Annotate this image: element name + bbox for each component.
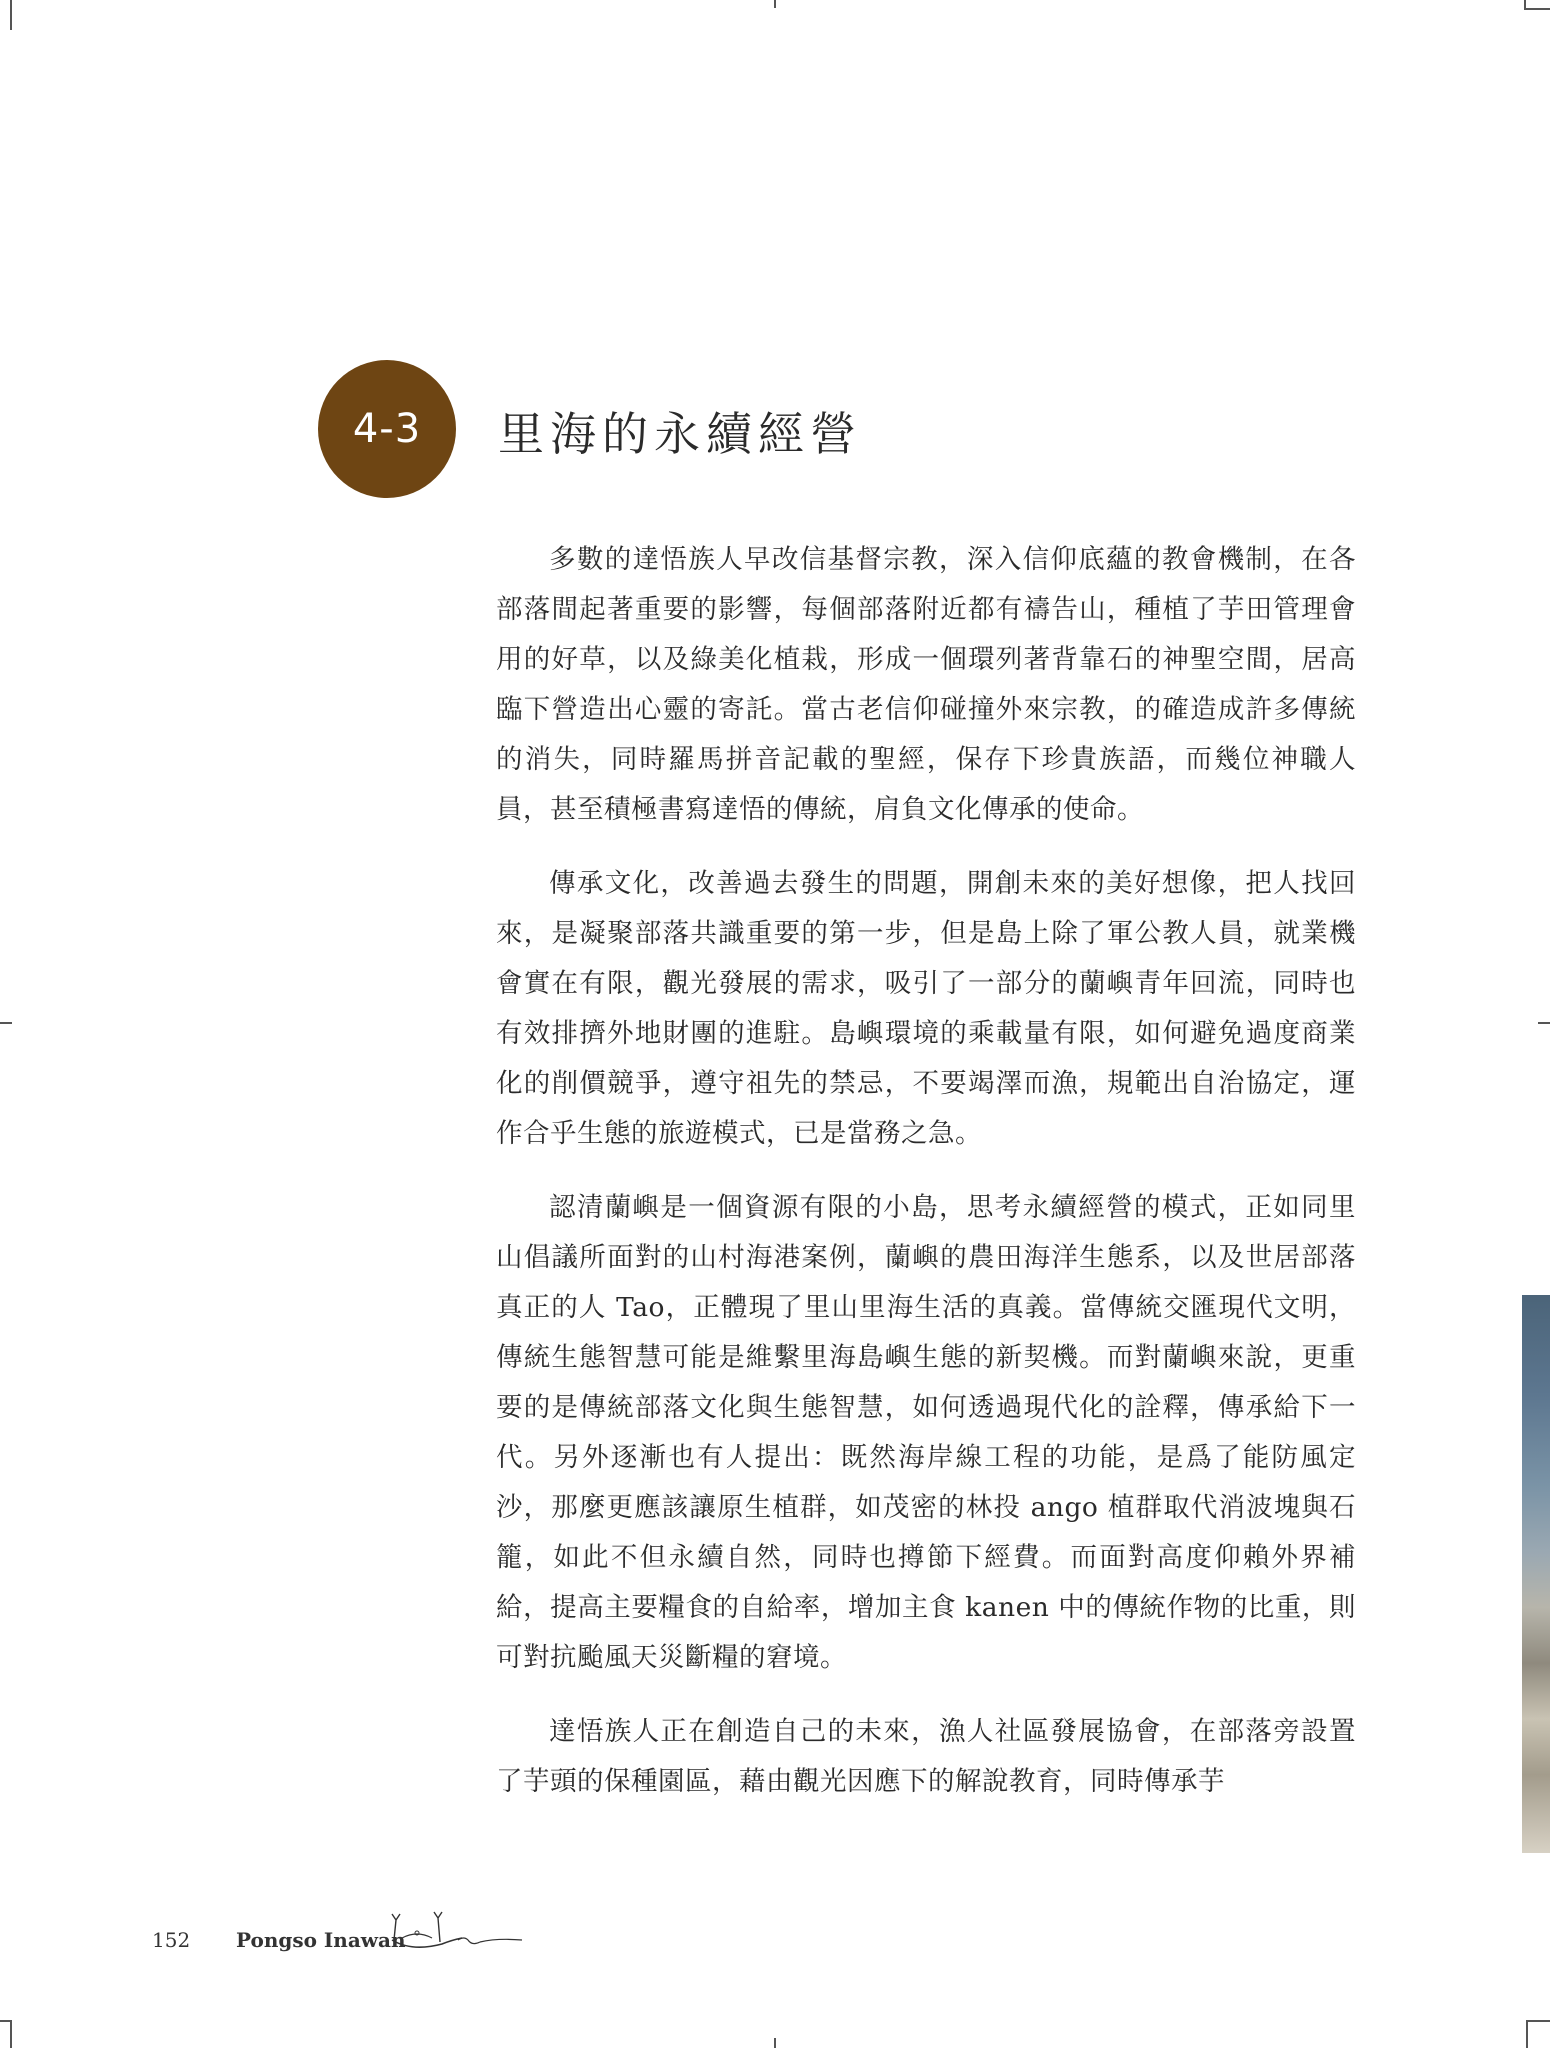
crop-mark-bottom-right-h (1528, 2020, 1550, 2022)
crop-mark-top-right-v (1524, 0, 1526, 8)
crop-mark-left-middle (0, 1022, 12, 1024)
crop-mark-top-right (1524, 8, 1550, 10)
paragraph-4: 達悟族人正在創造自己的未來，漁人社區發展協會，在部落旁設置了芋頭的保種園區，藉由觀光因應下的解說教育，同時傳承芋 (496, 1716, 1356, 1797)
crop-mark-bottom-left (10, 2020, 12, 2048)
crop-mark-bottom (774, 2038, 776, 2048)
photo-edge-strip (1522, 1295, 1550, 1853)
paragraph-1: 多數的達悟族人早改信基督宗教，深入信仰底蘊的教會機制，在各部落間起著重要的影響，每個部落附近都有禱告山，種植了芋田管理會用的好草，以及綠美化植栽，形成一個環列著背靠石的神聖空間，居高臨下營造出心靈的寄託。當古老信仰碰撞外來宗教，的確造成許多傳統的消失，同時羅馬拼音記載的聖經，保存下珍貴族語，而幾位神職人員，甚至積極書寫達悟的傳統，肩負文化傳承的使命。 (496, 544, 1356, 825)
section-title: 里海的永續經營 (498, 407, 862, 461)
book-title: Pongso Inawan (236, 1928, 406, 1952)
paragraph-3: 認清蘭嶼是一個資源有限的小島，思考永續經營的模式，正如同里山倡議所面對的山村海港案例，蘭嶼的農田海洋生態系，以及世居部落真正的人 Tao，正體現了里山里海生活的真義。當傳統交匯現代文明，傳統生態智慧可能是維繫里海島嶼生態的新契機。而對蘭嶼來說，更重要的是傳統部落文化與生態智慧，如何透過現代化的詮釋，傳承給下一代。另外逐漸也有人提出：既然海岸線工程的功能，是爲了能防風定沙，那麼更應該讓原生植群，如茂密的林投 ango 植群取代消波塊與石籠，如此不但永續自然，同時也撙節下經費。而面對高度仰賴外界補給，提高主要糧食的自給率，增加主食 kanen 中的傳統作物的比重，則可對抗颱風天災斷糧的窘境。 (496, 1192, 1356, 1673)
page-number: 152 (152, 1928, 191, 1952)
crop-mark-bottom-left-h (0, 2020, 10, 2022)
crop-mark-top-left-v (10, 0, 12, 30)
paragraph-2: 傳承文化，改善過去發生的問題，開創未來的美好想像，把人找回來，是凝聚部落共識重要的第一步，但是島上除了軍公教人員，就業機會實在有限，觀光發展的需求，吸引了一部分的蘭嶼青年回流，同時也有效排擠外地財團的進駐。島嶼環境的乘載量有限，如何避免過度商業化的削價競爭，遵守祖先的禁忌，不要竭澤而漁，規範出自治協定，運作合乎生態的旅遊模式，已是當務之急。 (496, 868, 1356, 1149)
section-number-badge (318, 360, 456, 498)
boat-sketch-icon (372, 1900, 532, 1960)
body-text (496, 535, 1356, 1831)
crop-mark-right-middle (1538, 1022, 1550, 1024)
section-number: 4-3 (352, 406, 422, 452)
crop-mark-top (774, 0, 776, 8)
crop-mark-bottom-right (1526, 2020, 1528, 2048)
